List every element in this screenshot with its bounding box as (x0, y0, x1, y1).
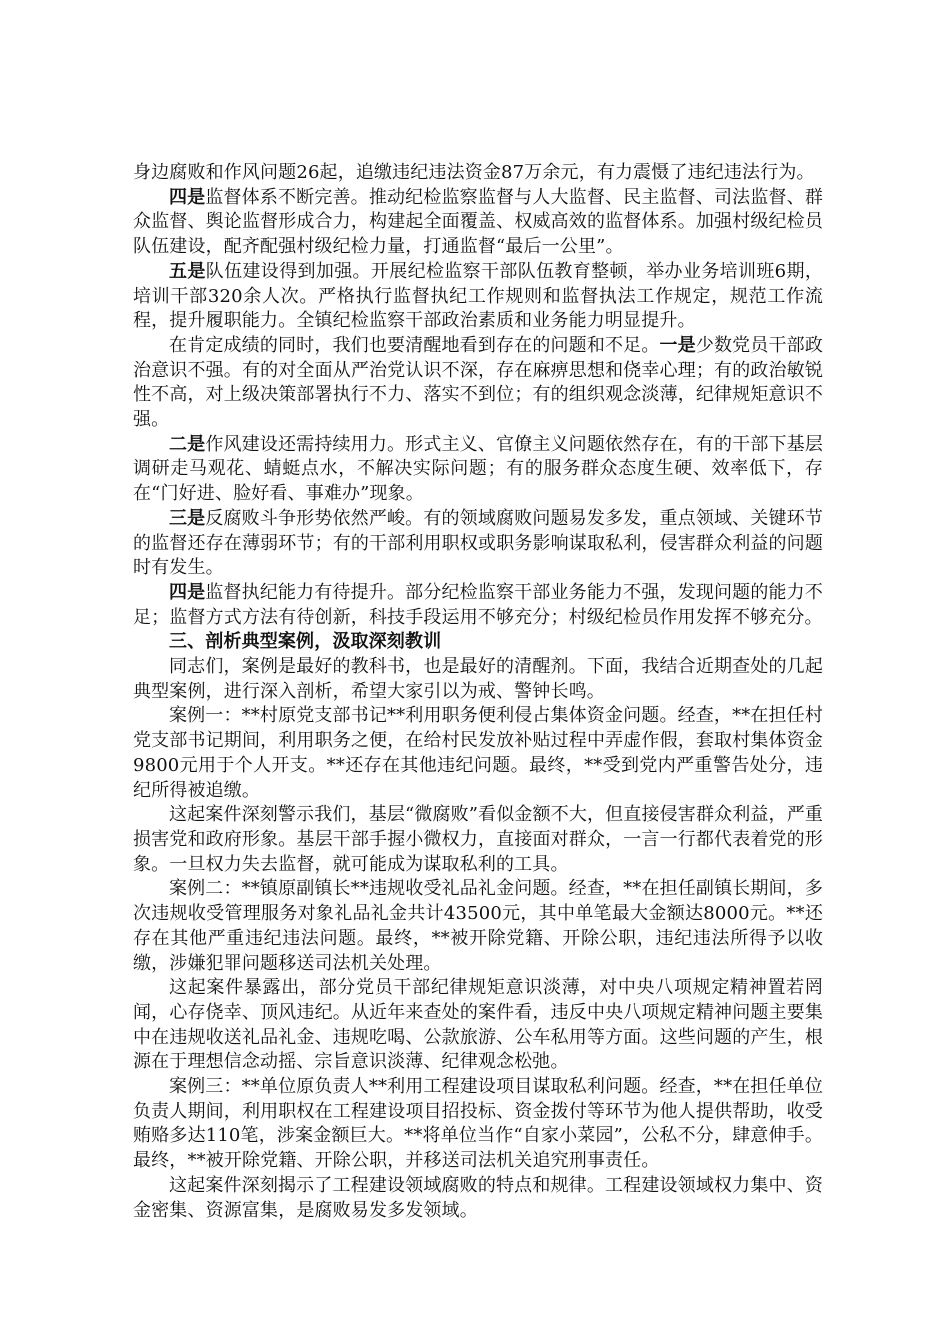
paragraph-continuation (133, 161, 823, 186)
paragraph-anti-corruption (133, 507, 823, 581)
paragraph-case-two: 案例二：**镇原副镇长**违规收受礼品礼金问题。经查，**在担任副镇长期间，多次违规收受管理服务对象礼品礼金共计43500元，其中单笔最大金额达8000元。**还存在其他严重违纪违法问题。最终，**被开除党籍、开除公职，违纪违法所得予以收缴，涉嫌犯罪问题移送司法机关处理。 (133, 878, 823, 974)
paragraph-text: 监督执纪能力有待提升。部分纪检监察干部业务能力不强，发现问题的能力不足；监督方式方法有待创新，科技手段运用不够充分；村级纪检员作用发挥不够充分。 (133, 581, 823, 628)
paragraph-team-building (133, 260, 823, 334)
paragraph-text: 身边腐败和作风问题26起，追缴违纪违法资金87万余元，有力震慑了违纪违法行为。 (133, 162, 815, 183)
paragraph-case-three: 案例三：**单位原负责人**利用工程建设项目谋取私利问题。经查，**在担任单位负责人期间，利用职权在工程建设项目招投标、资金拨付等环节为他人提供帮助，收受贿赂多达110笔，涉案金额巨大。**将单位当作“自家小菜园”，公私不分，肆意伸手。最终，**被开除党籍、开除公职，并移送司法机关追究刑事责任。 (133, 1076, 823, 1172)
paragraph-problems-intro (133, 334, 823, 433)
paragraph-case-three-analysis: 这起案件深刻揭示了工程建设领域腐败的特点和规律。工程建设领域权力集中、资金密集、资源富集，是腐败易发多发领域。 (133, 1174, 823, 1221)
document-page (133, 161, 823, 1223)
paragraph-case-one-analysis: 这起案件深刻警示我们，基层“微腐败”看似金额不大，但直接侵害群众利益，严重损害党和政府形象。基层干部手握小微权力，直接面对群众，一言一行都代表着党的形象。一旦权力失去监督，就可能成为谋取私利的工具。 (133, 804, 823, 875)
paragraph-lead: 四是 (169, 581, 206, 603)
paragraph-cases-intro: 同志们，案例是最好的教科书，也是最好的清醒剂。下面，我结合近期查处的几起典型案例，进行深入剖析，希望大家引以为戒、警钟长鸣。 (133, 656, 823, 702)
paragraph-lead: 四是 (169, 186, 206, 208)
paragraph-text: 监督体系不断完善。推动纪检监察监督与人大监督、民主监督、司法监督、群众监督、舆论监督形成合力，构建起全面覆盖、权威高效的监督体系。加强村级纪检员队伍建设，配齐配强村级纪检力量，打通监督“最后一公里”。 (133, 186, 823, 258)
paragraph-text: 在肯定成绩的同时，我们也要清醒地看到存在的问题和不足。 (169, 334, 660, 356)
paragraph-lead: 五是 (169, 260, 206, 282)
paragraph-work-style (133, 433, 823, 507)
paragraph-lead: 三是 (169, 507, 206, 529)
paragraph-supervision-capacity (133, 581, 823, 630)
paragraph-supervision-system (133, 186, 823, 260)
paragraph-lead: 一是 (659, 334, 696, 356)
paragraph-case-one: 案例一：**村原党支部书记**利用职务便利侵占集体资金问题。经查，**在担任村党支部书记期间，利用职务之便，在给村民发放补贴过程中弄虚作假，套取村集体资金9800元用于个人开支。**还存在其他违纪问题。最终，**受到党内严重警告处分，违纪所得被追缴。 (133, 705, 823, 801)
paragraph-text: 少数党员干部政治意识不强。有的对全面从严治党认识不深，存在麻痹思想和侥幸心理；有的政治敏锐性不高，对上级决策部署执行不力、落实不到位；有的组织观念淡薄，纪律规矩意识不强。 (133, 334, 823, 431)
paragraph-text: 作风建设还需持续用力。形式主义、官僚主义问题依然存在，有的干部下基层调研走马观花、蜻蜓点水，不解决实际问题；有的服务群众态度生硬、效率低下，存在“门好进、脸好看、事难办”现象。 (133, 433, 823, 505)
paragraph-text: 反腐败斗争形势依然严峻。有的领域腐败问题易发多发，重点领域、关键环节的监督还存在薄弱环节；有的干部利用职权或职务影响谋取私利，侵害群众利益的问题时有发生。 (133, 507, 823, 579)
paragraph-case-two-analysis: 这起案件暴露出，部分党员干部纪律规矩意识淡薄，对中央八项规定精神置若罔闻，心存侥幸、顶风违纪。从近年来查处的案件看，违反中央八项规定精神问题主要集中在违规收送礼品礼金、违规吃喝、公款旅游、公车私用等方面。这些问题的产生，根源在于理想信念动摇、宗旨意识淡薄、纪律观念松弛。 (133, 977, 823, 1073)
section-heading: 三、剖析典型案例，汲取深刻教训 (169, 631, 442, 653)
paragraph-text: 队伍建设得到加强。开展纪检监察干部队伍教育整顿，举办业务培训班6期，培训干部320余人次。严格执行监督执纪工作规则和监督执法工作规定，规范工作流程，提升履职能力。全镇纪检监察干部政治素质和业务能力明显提升。 (133, 260, 823, 332)
paragraph-lead: 二是 (169, 433, 206, 455)
